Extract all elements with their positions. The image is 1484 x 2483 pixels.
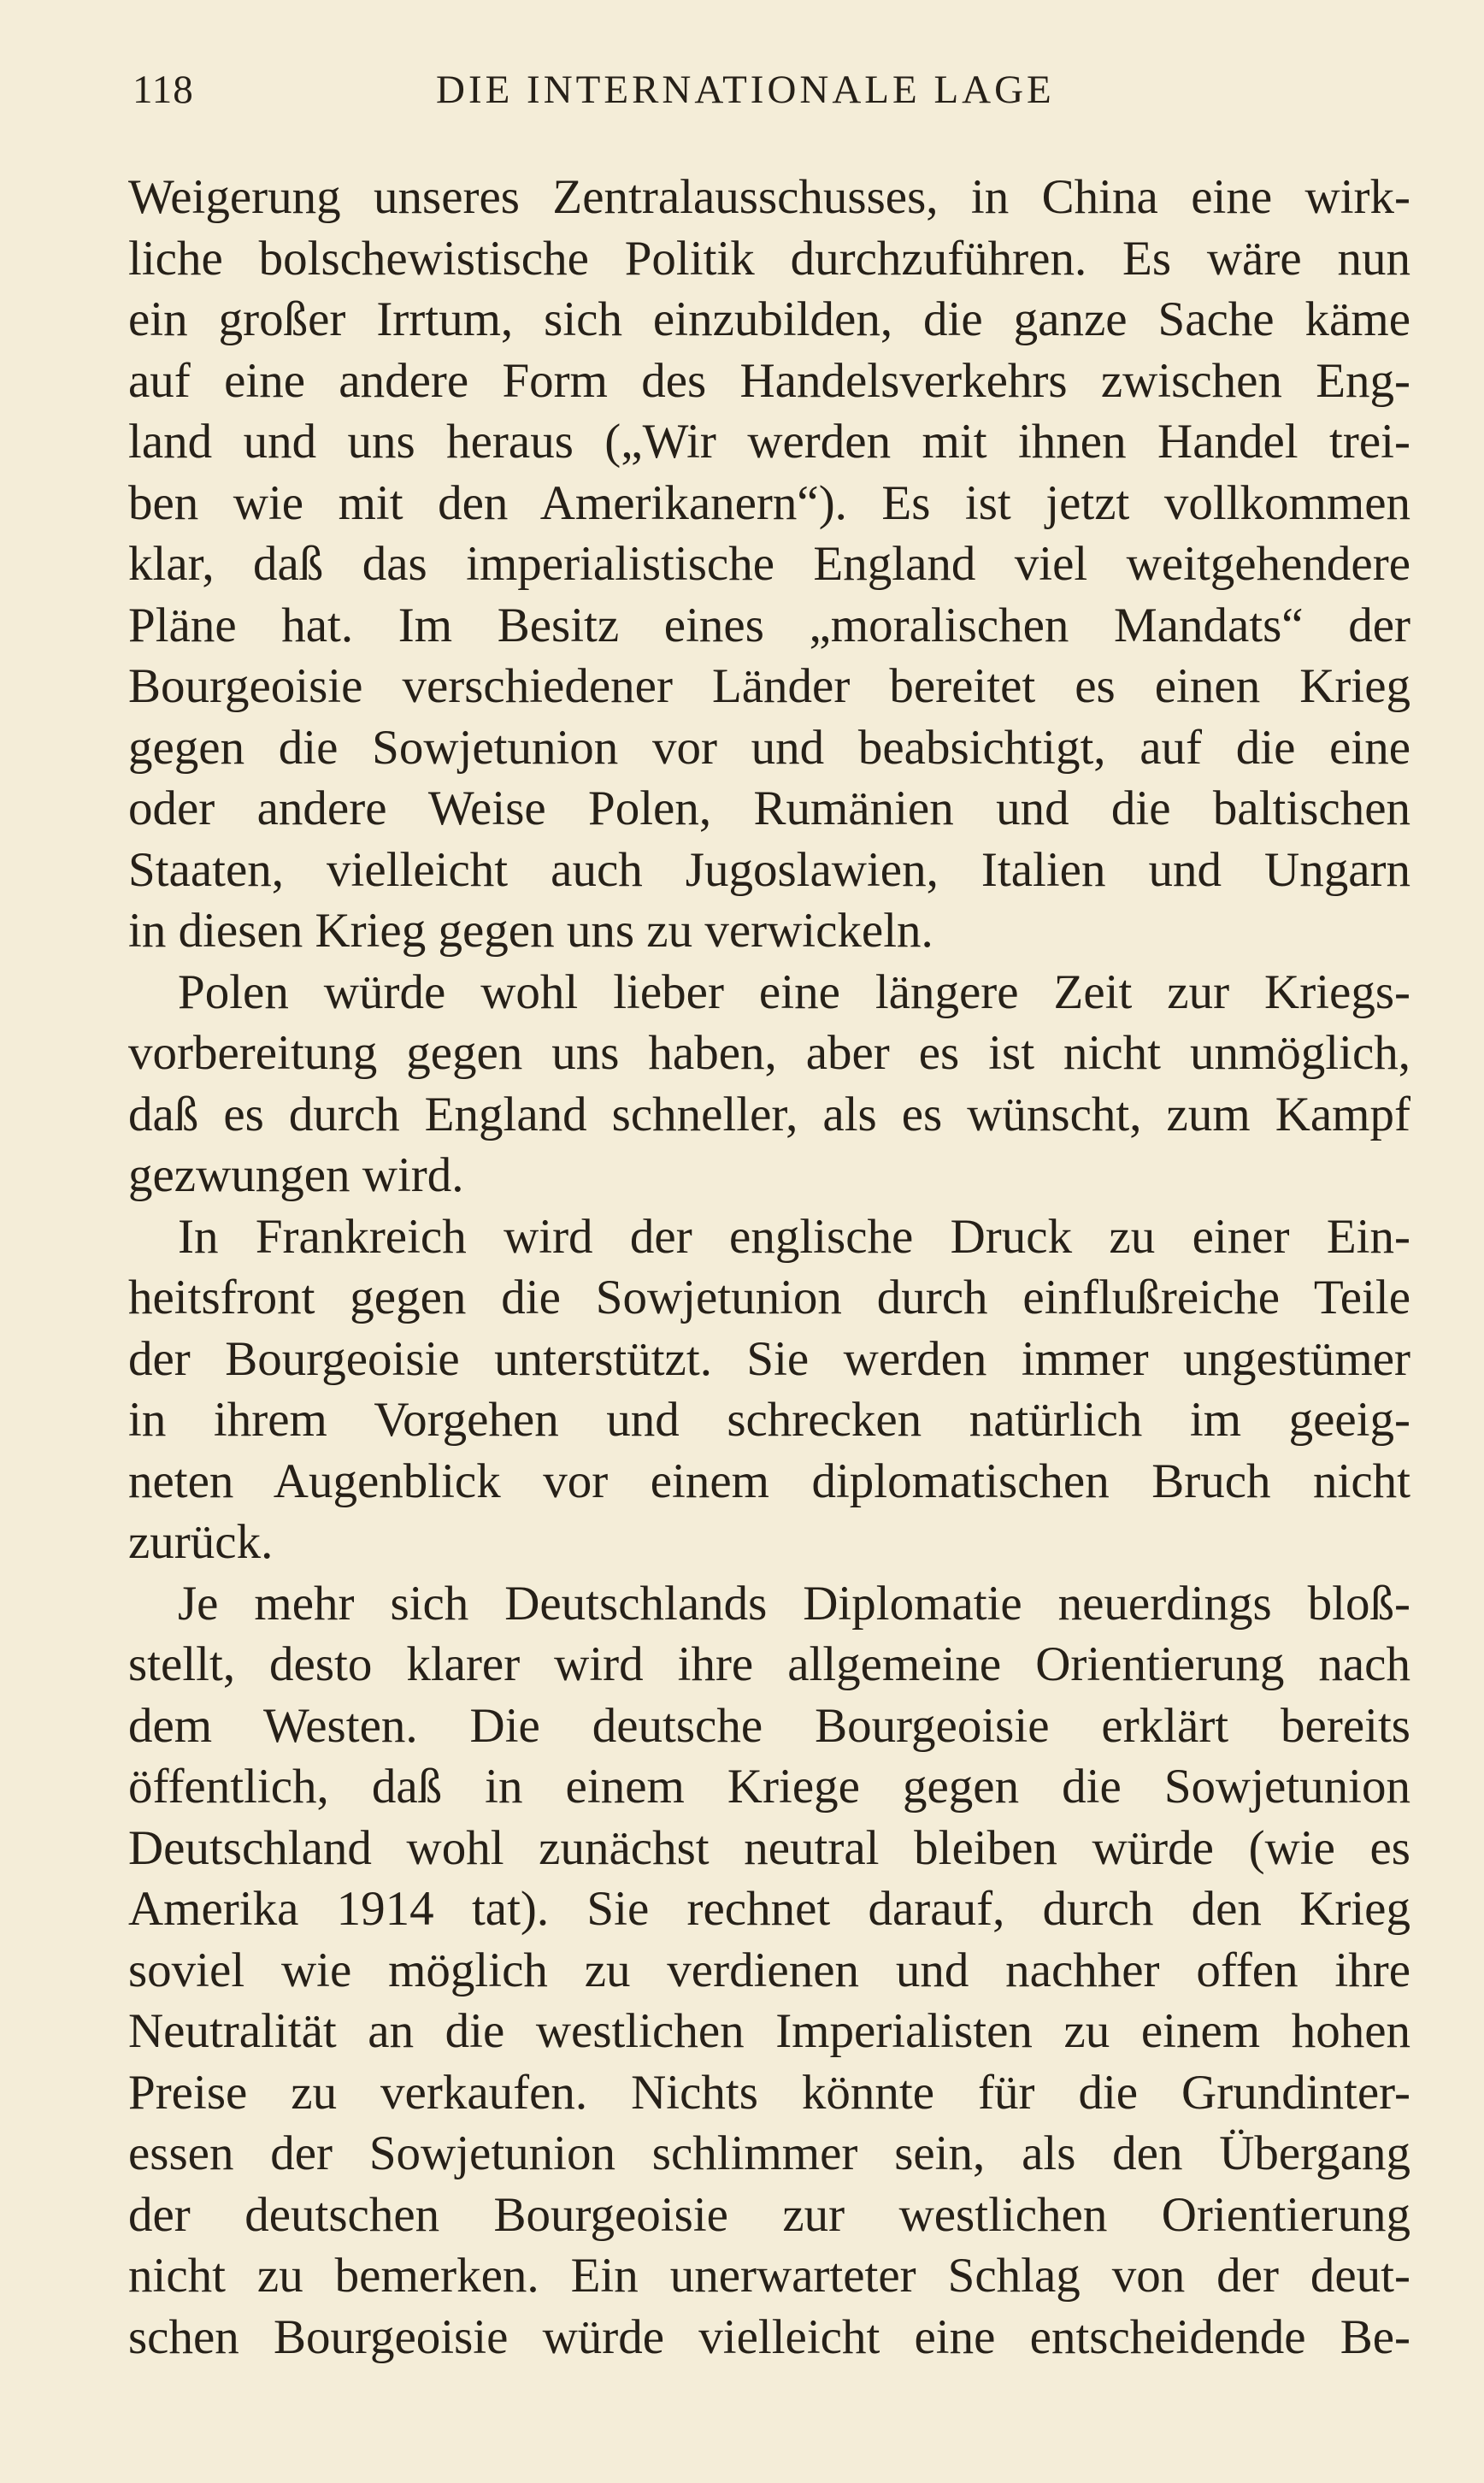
paragraph-first-line: In Frankreich wird der englische Druck zu einer Ein- [178, 1209, 1410, 1264]
text-line: Preise zu verkaufen. Nichts könnte für die Grundinter- [128, 2065, 1410, 2120]
text-line: in ihrem Vorgehen und schrecken natürlich im geeig- [128, 1393, 1410, 1447]
text-line: der deutschen Bourgeoisie zur westlichen Orientierung [128, 2187, 1410, 2242]
text-line: land und uns heraus („Wir werden mit ihnen Handel trei- [128, 415, 1410, 469]
text-line: ben wie mit den Amerikanern“). Es ist jetzt vollkommen [128, 475, 1410, 530]
text-line: daß es durch England schneller, als es wünscht, zum Kampf [128, 1087, 1410, 1141]
text-line: soviel wie möglich zu verdienen und nachher offen ihre [128, 1943, 1410, 1997]
text-line: auf eine andere Form des Handelsverkehrs zwischen Eng- [128, 353, 1410, 408]
paragraph-end-line: in diesen Krieg gegen uns zu verwickeln. [128, 904, 933, 958]
text-line: klar, daß das imperialistische England viel weitgehendere [128, 537, 1410, 591]
text-line: Pläne hat. Im Besitz eines „moralischen Mandats“ der [128, 598, 1410, 652]
running-title: DIE INTERNATIONALE LAGE [436, 68, 1055, 112]
text-line: Staaten, vielleicht auch Jugoslawien, Italien und Ungarn [128, 842, 1410, 897]
text-line: vorbereitung gegen uns haben, aber es ist nicht unmöglich, [128, 1026, 1410, 1080]
paragraph-first-line: Je mehr sich Deutschlands Diplomatie neuerdings bloß- [178, 1576, 1410, 1631]
paragraph-first-line: Polen würde wohl lieber eine längere Zeit zur Kriegs- [178, 964, 1410, 1019]
text-line: Bourgeoisie verschiedener Länder bereitet es einen Krieg [128, 659, 1410, 713]
text-line: dem Westen. Die deutsche Bourgeoisie erklärt bereits [128, 1698, 1410, 1753]
text-line: neten Augenblick vor einem diplomatischen Bruch nicht [128, 1454, 1410, 1508]
text-line: nicht zu bemerken. Ein unerwarteter Schlag von der deut- [128, 2249, 1410, 2303]
text-line: heitsfront gegen die Sowjetunion durch einflußreiche Teile [128, 1271, 1410, 1324]
text-line: Weigerung unseres Zentralausschusses, in China eine wirk- [128, 170, 1410, 224]
text-line: gegen die Sowjetunion vor und beabsichtigt, auf die eine [128, 720, 1410, 775]
text-line: liche bolschewistische Politik durchzuführen. Es wäre nun [128, 231, 1410, 286]
paragraph-end-line: gezwungen wird. [128, 1148, 464, 1202]
text-line: der Bourgeoisie unterstützt. Sie werden immer ungestümer [128, 1331, 1410, 1386]
text-line: essen der Sowjetunion schlimmer sein, als den Übergang [128, 2126, 1410, 2180]
text-line: Neutralität an die westlichen Imperialisten zu einem hohen [128, 2004, 1410, 2058]
text-line: Deutschland wohl zunächst neutral bleiben würde (wie es [128, 1820, 1410, 1875]
text-line: stellt, desto klarer wird ihre allgemeine Orientierung nach [128, 1637, 1410, 1691]
page-number: 118 [132, 68, 194, 112]
text-line: Amerika 1914 tat). Sie rechnet darauf, durch den Krieg [128, 1882, 1410, 1936]
text-line: oder andere Weise Polen, Rumänien und die baltischen [128, 781, 1410, 835]
paragraph-end-line: zurück. [128, 1515, 274, 1569]
text-line: öffentlich, daß in einem Kriege gegen die Sowjetunion [128, 1760, 1410, 1814]
text-line: ein großer Irrtum, sich einzubilden, die ganze Sache käme [128, 292, 1410, 346]
text-line: schen Bourgeoisie würde vielleicht eine entscheidende Be- [128, 2309, 1410, 2364]
running-head [132, 67, 1411, 127]
body-text [128, 167, 1410, 2368]
